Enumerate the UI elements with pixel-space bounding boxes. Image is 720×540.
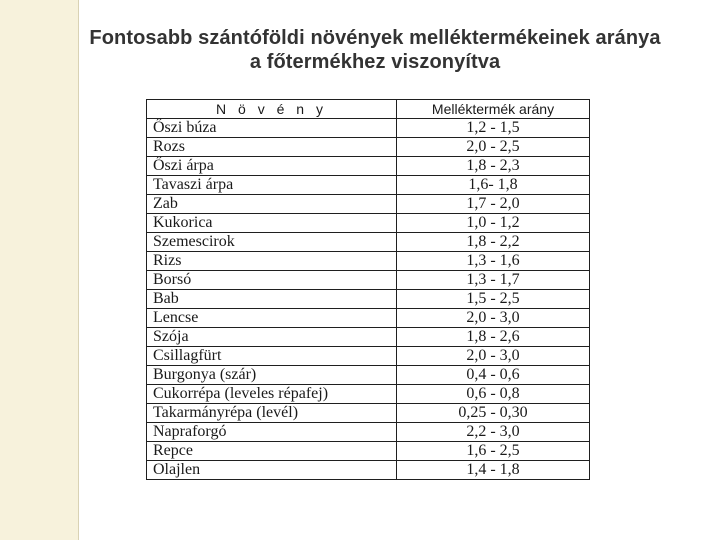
table-row — [147, 366, 590, 385]
ratio-cell: 1,5 - 2,5 — [397, 290, 590, 309]
table-row — [147, 195, 590, 214]
ratio-cell: 1,8 - 2,2 — [397, 233, 590, 252]
plant-cell: Őszi búza — [147, 119, 397, 138]
header-byproduct-ratio: Melléktermék arány — [397, 100, 590, 119]
plant-cell: Csillagfürt — [147, 347, 397, 366]
title-line-1: Fontosabb szántóföldi növények melléktermékeinek aránya — [89, 27, 661, 49]
plant-cell: Rizs — [147, 252, 397, 271]
ratio-cell: 0,6 - 0,8 — [397, 385, 590, 404]
ratio-cell: 1,8 - 2,6 — [397, 328, 590, 347]
slide-left-band — [0, 0, 79, 540]
plant-cell: Kukorica — [147, 214, 397, 233]
table-row — [147, 252, 590, 271]
ratio-cell: 2,0 - 3,0 — [397, 309, 590, 328]
ratio-cell: 1,7 - 2,0 — [397, 195, 590, 214]
table-row — [147, 233, 590, 252]
plant-cell: Burgonya (szár) — [147, 366, 397, 385]
ratio-cell: 1,6 - 2,5 — [397, 442, 590, 461]
title-line-2: a főtermékhez viszonyítva — [249, 51, 501, 73]
table-row — [147, 271, 590, 290]
plant-cell: Takarmányrépa (levél) — [147, 404, 397, 423]
plant-cell: Cukorrépa (leveles répafej) — [147, 385, 397, 404]
ratio-cell: 1,2 - 1,5 — [397, 119, 590, 138]
plant-cell: Repce — [147, 442, 397, 461]
plant-cell: Lencse — [147, 309, 397, 328]
table-row — [147, 176, 590, 195]
slide-title — [85, 26, 665, 74]
plant-cell: Szója — [147, 328, 397, 347]
ratio-cell: 0,25 - 0,30 — [397, 404, 590, 423]
ratio-cell: 2,0 - 3,0 — [397, 347, 590, 366]
plant-cell: Szemescirok — [147, 233, 397, 252]
table-row — [147, 119, 590, 138]
table-row — [147, 404, 590, 423]
header-plant: N ö v é n y — [147, 100, 397, 119]
plant-cell: Napraforgó — [147, 423, 397, 442]
ratio-cell: 1,0 - 1,2 — [397, 214, 590, 233]
ratio-cell: 1,8 - 2,3 — [397, 157, 590, 176]
ratio-cell: 1,6- 1,8 — [397, 176, 590, 195]
table-row — [147, 442, 590, 461]
table-row — [147, 157, 590, 176]
table-header-row — [147, 100, 590, 119]
table-row — [147, 461, 590, 480]
table-row — [147, 385, 590, 404]
table-row — [147, 423, 590, 442]
ratio-cell: 2,2 - 3,0 — [397, 423, 590, 442]
table-row — [147, 347, 590, 366]
plant-cell: Rozs — [147, 138, 397, 157]
table-row — [147, 328, 590, 347]
plant-cell: Bab — [147, 290, 397, 309]
table-row — [147, 309, 590, 328]
plant-cell: Tavaszi árpa — [147, 176, 397, 195]
plant-cell: Borsó — [147, 271, 397, 290]
ratio-cell: 2,0 - 2,5 — [397, 138, 590, 157]
plant-cell: Őszi árpa — [147, 157, 397, 176]
ratio-cell: 0,4 - 0,6 — [397, 366, 590, 385]
plant-cell: Olajlen — [147, 461, 397, 480]
ratio-cell: 1,4 - 1,8 — [397, 461, 590, 480]
table-row — [147, 290, 590, 309]
byproduct-ratio-table — [146, 99, 590, 480]
table-row — [147, 214, 590, 233]
ratio-cell: 1,3 - 1,6 — [397, 252, 590, 271]
plant-cell: Zab — [147, 195, 397, 214]
ratio-cell: 1,3 - 1,7 — [397, 271, 590, 290]
table-row — [147, 138, 590, 157]
